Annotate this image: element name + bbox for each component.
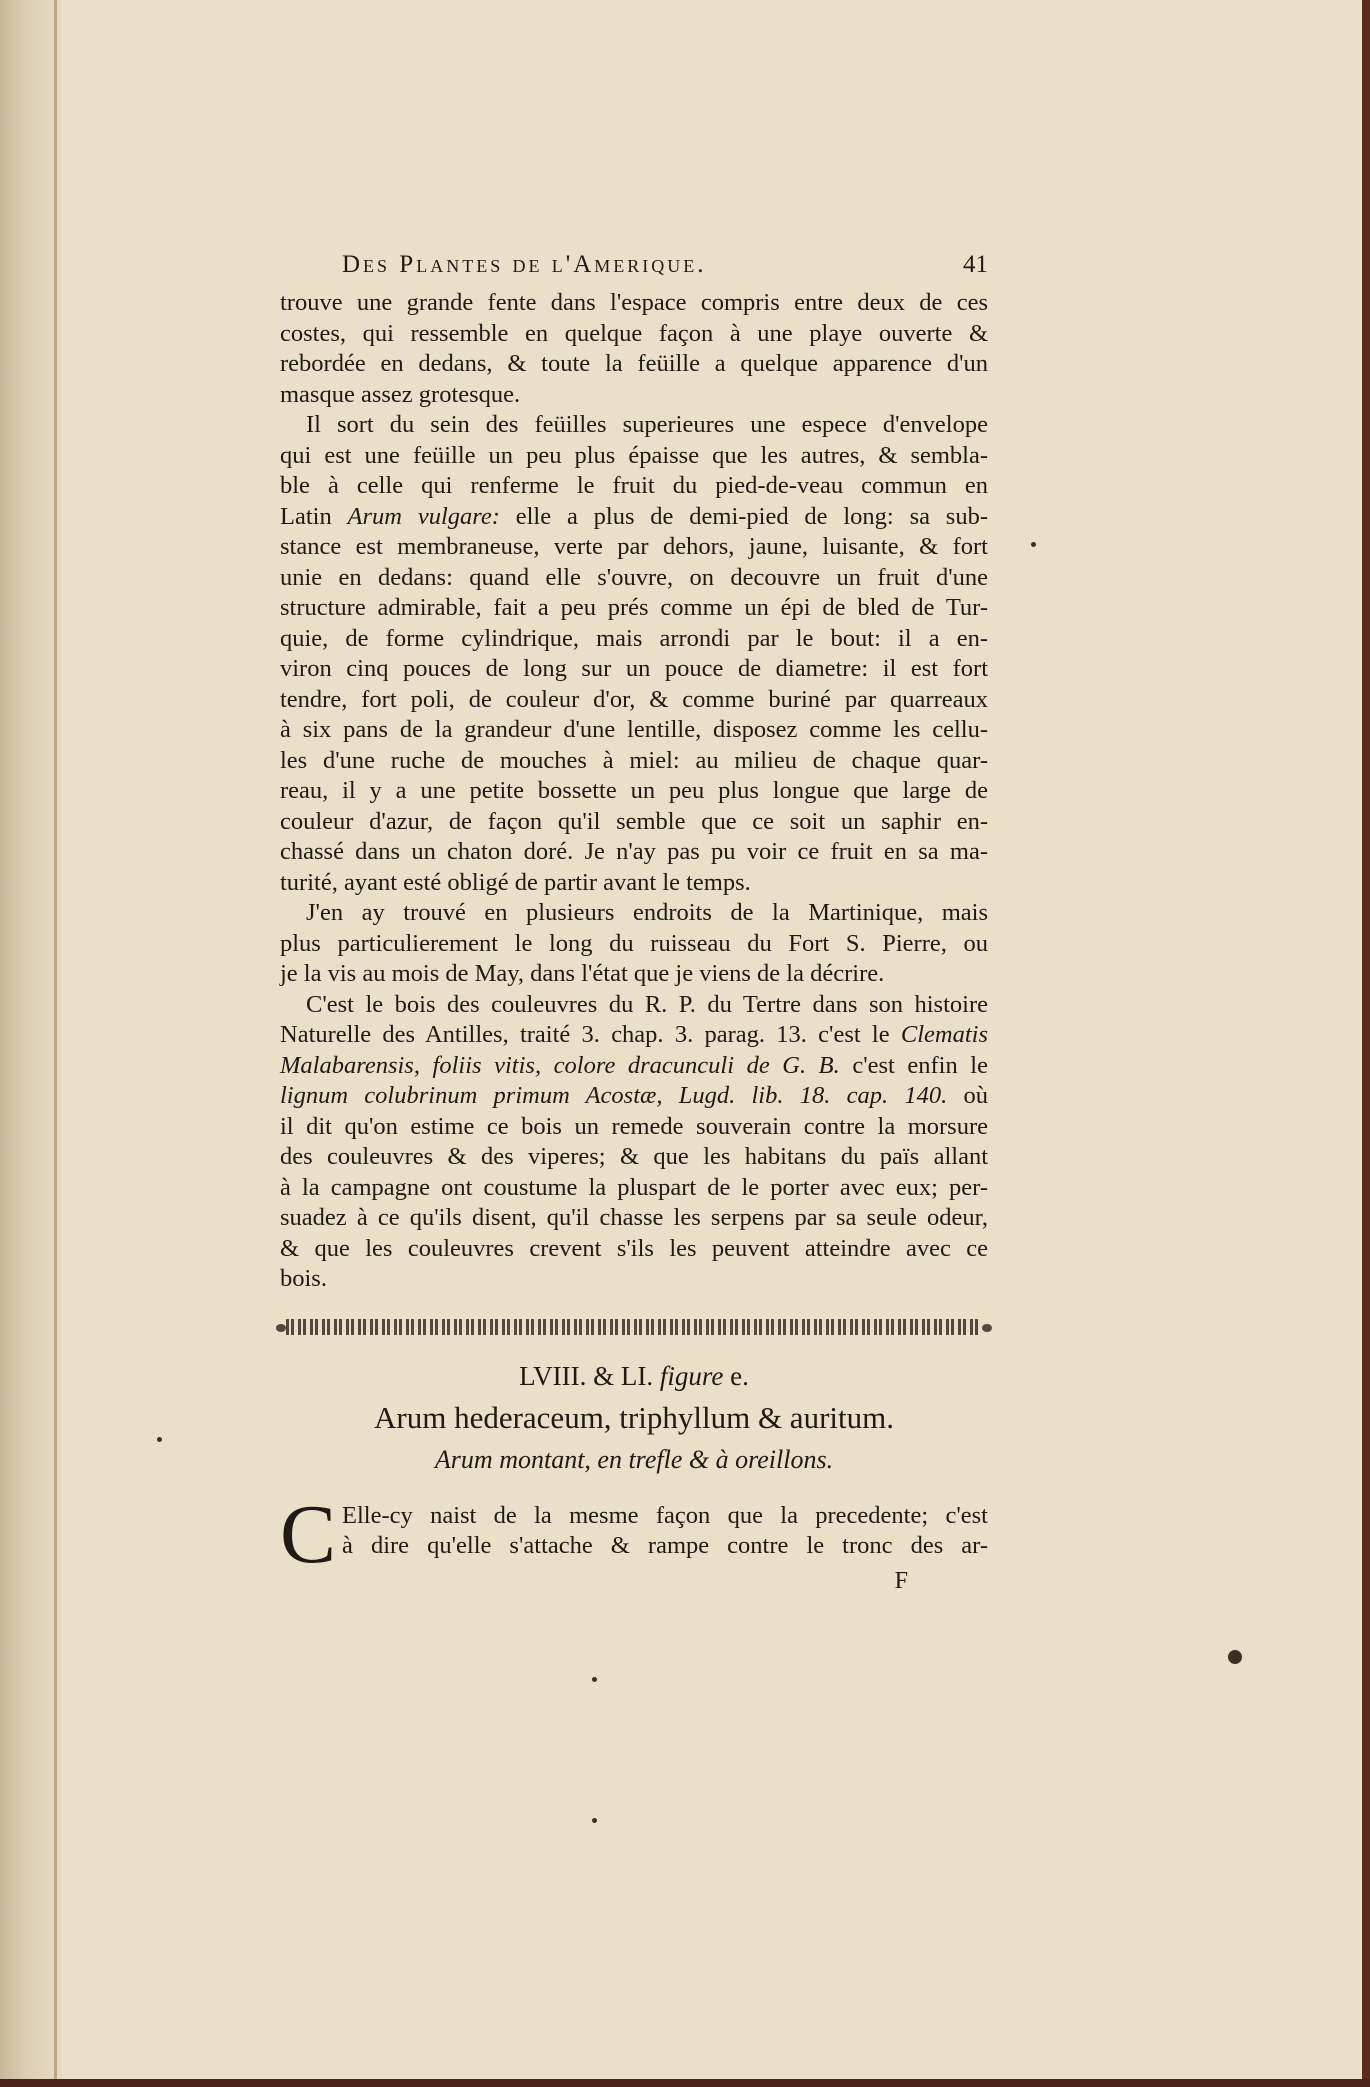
text-line: stance est membraneuse, verte par dehors, jaune, luisante, & fort	[280, 533, 988, 560]
page-right-edge	[1362, 0, 1370, 2087]
text-line: ble à celle qui renferme le fruit du pied-de-veau commun en	[280, 472, 988, 499]
paper-speck	[1031, 542, 1036, 547]
text-fragment: c'est enfin le	[839, 1051, 988, 1079]
text-line: bois.	[280, 1265, 327, 1292]
text-line	[280, 1020, 988, 1051]
page-number: 41	[963, 251, 988, 278]
paragraph-3	[280, 898, 988, 990]
paper-speck	[592, 1677, 597, 1682]
section-heading-number	[280, 1361, 988, 1399]
figure-letter: e.	[730, 1360, 749, 1391]
text-line: rebordée en dedans, & toute la feüille a quelque apparence d'un	[280, 350, 988, 377]
text-line	[280, 1051, 988, 1082]
text-line	[280, 502, 988, 533]
section-opening-paragraph	[280, 1487, 988, 1581]
text-line: à la campagne ont coustume la pluspart de le porter avec eux; per-	[280, 1173, 988, 1201]
page-gutter-shadow	[0, 0, 62, 2087]
figure-label: figure	[659, 1360, 724, 1391]
text-line: turité, ayant esté obligé de partir avant le temps.	[280, 868, 751, 896]
latin-term: lignum colubrinum primum Acostæ, Lugd. lib. 18. cap. 140.	[280, 1082, 948, 1109]
text-line: plus particulierement le long du ruisseau du Fort S. Pierre, ou	[280, 929, 988, 957]
text-fragment: Naturelle des Antilles, traité 3. chap. 3. parag. 13. c'est le	[280, 1021, 901, 1048]
running-title: Des Plantes de l'Amerique.	[342, 251, 707, 278]
text-line: costes, qui ressemble en quelque façon à une playe ouverte &	[280, 319, 988, 347]
text-line: qui est une feüille un peu plus épaisse que les autres, & sembla-	[280, 441, 988, 469]
text-line	[280, 1081, 988, 1112]
paper-speck	[1228, 1650, 1242, 1664]
section-latin-name: Arum hederaceum, triphyllum & auritum.	[374, 1399, 894, 1435]
text-line: je la vis au mois de May, dans l'état que je viens de la décrire.	[280, 960, 885, 987]
text-fragment: Latin	[280, 502, 348, 530]
latin-term: Malabarensis, foliis vitis, colore dracunculi de G. B.	[280, 1051, 840, 1079]
text-line: des couleuvres & des viperes; & que les habitans du païs allant	[280, 1143, 988, 1170]
paper-speck	[157, 1437, 162, 1442]
text-column	[280, 250, 988, 1596]
decorative-rule	[286, 1319, 982, 1335]
running-head	[280, 250, 988, 288]
paper-speck	[592, 1818, 597, 1823]
paragraph-2	[280, 410, 988, 898]
latin-term: Clematis	[900, 1021, 988, 1048]
text-line: quie, de forme cylindrique, mais arrondi par le bout: il a en-	[280, 624, 988, 652]
text-line: structure admirable, fait a peu prés comme un épi de bled de Tur-	[280, 594, 988, 621]
drop-cap: C	[280, 1487, 337, 1581]
text-fragment: où	[947, 1082, 989, 1109]
text-line: masque assez grotesque.	[280, 380, 521, 408]
text-line: C'est le bois des couleuvres du R. P. du Tertre dans son histoire	[306, 990, 988, 1018]
text-line: trouve une grande fente dans l'espace compris entre deux de ces	[280, 289, 988, 316]
text-line: J'en ay trouvé en plusieurs endroits de la Martinique, mais	[306, 899, 988, 926]
text-fragment: elle a plus de demi-pied de long: sa sub-	[499, 502, 988, 530]
text-line: chassé dans un chaton doré. Je n'ay pas pu voir ce fruit en sa ma-	[280, 838, 988, 865]
text-line: il dit qu'on estime ce bois un remede souverain contre la morsure	[280, 1112, 988, 1140]
signature-mark: F	[894, 1567, 908, 1594]
text-line: les d'une ruche de mouches à miel: au milieu de chaque quar-	[280, 746, 988, 774]
paragraph-4	[280, 990, 988, 1295]
page-bottom-edge	[0, 2079, 1370, 2087]
text-line: Il sort du sein des feüilles superieures une espece d'envelope	[306, 411, 988, 438]
latin-term: Arum vulgare:	[347, 502, 500, 530]
text-line: viron cinq pouces de long sur un pouce de diametre: il est fort	[280, 655, 988, 682]
section-french-name: Arum montant, en trefle & à oreillons.	[434, 1444, 834, 1474]
text-line: à six pans de la grandeur d'une lentille, disposez comme les cellu-	[280, 716, 988, 743]
gutter-line	[54, 0, 57, 2087]
text-line: & que les couleuvres crevent s'ils les peuvent atteindre avec ce	[280, 1234, 988, 1262]
text-line: couleur d'azur, de façon qu'il semble que ce soit un saphir en-	[280, 807, 988, 835]
text-line: suadez à ce qu'ils disent, qu'il chasse les serpens par sa seule odeur,	[280, 1204, 988, 1231]
section-number: LVIII. & LI.	[519, 1360, 654, 1391]
text-line: tendre, fort poli, de couleur d'or, & comme buriné par quarreaux	[280, 685, 988, 713]
paragraph-1	[280, 288, 988, 410]
text-line: à dire qu'elle s'attache & rampe contre le tronc des ar-	[342, 1532, 988, 1559]
text-line: reau, il y a une petite bossette un peu plus longue que large de	[280, 777, 988, 804]
text-line: unie en dedans: quand elle s'ouvre, on decouvre un fruit d'une	[280, 563, 988, 591]
text-line: Elle-cy naist de la mesme façon que la precedente; c'est	[342, 1501, 988, 1529]
